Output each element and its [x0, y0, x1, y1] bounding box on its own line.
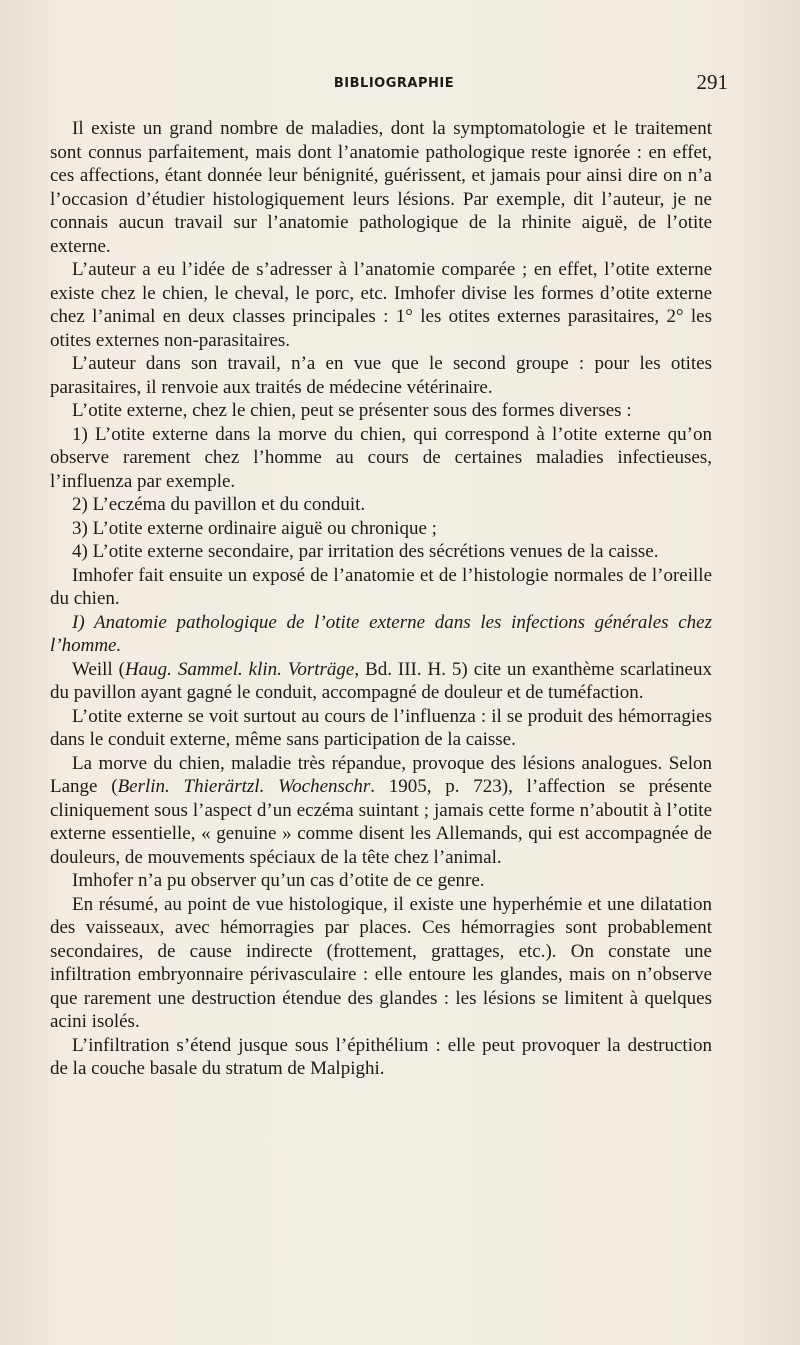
lange-text-pre: La morve du chien, maladie très répandue, provoque des lésions analogues. Selon Lange ( [50, 752, 712, 797]
paragraph-single-case: Imhofer n’a pu observer qu’un cas d’otite de ce genre. [72, 870, 485, 891]
paragraph-second-group: L’auteur dans son travail, n’a en vue que le second groupe : pour les otites parasitaires, il renvoie aux traités de médecine vétérinaire. [50, 353, 712, 398]
body-text [50, 117, 712, 1081]
paragraph-lange [50, 752, 712, 870]
paragraph-normal-anatomy: Imhofer fait ensuite un exposé de l’anatomie et de l’histologie normales de l’oreille du chien. [50, 564, 712, 609]
lange-text-post: . 1905, p. 723), l’affection se présente cliniquement sous l’aspect d’un eczéma suintant ; jamais cette forme n’aboutit à l’otite externe essentielle, « genuine » comme disent les Allemands, qui est accompagnée de douleurs, de mouvements spéciaux de la tête chez l’animal. [50, 776, 712, 868]
list-item-4: 4) L’otite externe secondaire, par irritation des sécrétions venues de la caisse. [72, 541, 659, 562]
paragraph-influenza: L’otite externe se voit surtout au cours de l’influenza : il se produit des hémorragies dans le conduit externe, même sans participation de la caisse. [50, 705, 712, 750]
section-title: I) Anatomie pathologique de l’otite externe dans les infections générales chez l’homme. [50, 611, 712, 656]
paragraph-forms: L’otite externe, chez le chien, peut se présenter sous des formes diverses : [72, 400, 632, 421]
list-item-3: 3) L’otite externe ordinaire aiguë ou chronique ; [72, 517, 437, 539]
paragraph-comparative-anatomy: L’auteur a eu l’idée de s’adresser à l’anatomie comparée ; en effet, l’otite externe existe chez le chien, le cheval, le porc, etc. Imhofer divise les formes d’otite externe chez l’animal en deux classes principales : 1° les otites externes parasitaires, 2° les otites externes non-parasitaires. [50, 259, 712, 351]
paragraph-intro: Il existe un grand nombre de maladies, dont la symptomatologie et le traitement sont connus parfaitement, mais dont l’anatomie pathologique reste ignorée : en effet, ces affections, étant donnée leur bénignité, guérissent, et jamais pour ainsi dire on n’a l’occasion d’étudier histologiquement leurs lésions. Par exemple, dit l’auteur, je ne connais aucun travail sur l’anatomie pathologique de la rhinite aiguë, de l’otite externe. [50, 118, 712, 257]
weill-text-pre: Weill ( [72, 658, 125, 680]
page-number: 291 [696, 70, 728, 94]
lange-reference: Berlin. Thierärtzl. Wochenschr [117, 776, 371, 797]
page-header [60, 70, 728, 100]
weill-text-post: , Bd. III. H. 5) cite un exanthème scarlatineux du pavillon ayant gagné le conduit, accompagné de douleur et de tuméfaction. [50, 658, 712, 703]
paragraph-infiltration: L’infiltration s’étend jusque sous l’épithélium : elle peut provoquer la destruction de la couche basale du stratum de Malpighi. [50, 1034, 712, 1079]
list-item-2: 2) L’eczéma du pavillon et du conduit. [72, 494, 366, 515]
paragraph-weill [50, 658, 712, 705]
running-head: BIBLIOGRAPHIE [333, 76, 455, 91]
weill-reference: Haug. Sammel. klin. Vorträge [124, 658, 355, 680]
list-item-1: 1) L’otite externe dans la morve du chien, qui correspond à l’otite externe qu’on observe rarement chez l’homme au cours de certaines maladies infectieuses, l’influenza par exemple. [50, 423, 712, 492]
paragraph-summary: En résumé, au point de vue histologique, il existe une hyperhémie et une dilatation des vaisseaux, avec hémorragies par places. Ces hémorragies sont probablement secondaires, de cause indirecte (frottement, grattages, etc.). On constate une infiltration embryonnaire périvasculaire : elle entoure les glandes, mais on n’observe que rarement une destruction étendue des glandes : les lésions se limitent à quelques acini isolés. [50, 893, 712, 1032]
